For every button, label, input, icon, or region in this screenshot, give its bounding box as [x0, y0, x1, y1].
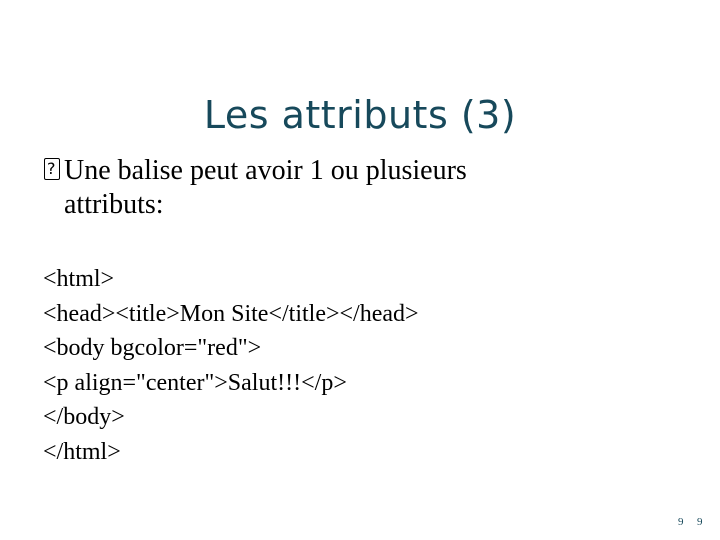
- code-line-html-open: <html>: [43, 266, 115, 292]
- code-line-body-open: <body bgcolor="red">: [43, 335, 262, 362]
- bullet-text-line-1: Une balise peut avoir 1 ou plusieurs: [64, 155, 467, 186]
- page-number-2: 9: [697, 516, 703, 528]
- slide-title: [0, 88, 720, 142]
- bullet-point: [44, 154, 644, 222]
- page-number-1: 9: [678, 516, 684, 528]
- code-example: [43, 262, 419, 470]
- code-line-paragraph: <p align="center">Salut!!!</p>: [43, 369, 347, 396]
- slide-title-text: Les attributs (3): [203, 93, 517, 137]
- code-line-html-close: </html>: [43, 438, 121, 465]
- bullet-line-1: [44, 154, 644, 188]
- code-line-head: <head><title>Mon Site</title></head>: [43, 300, 419, 327]
- code-line-body-close: </body>: [43, 404, 125, 431]
- missing-glyph-icon: [44, 158, 64, 182]
- bullet-text-line-2: attributs:: [64, 189, 164, 220]
